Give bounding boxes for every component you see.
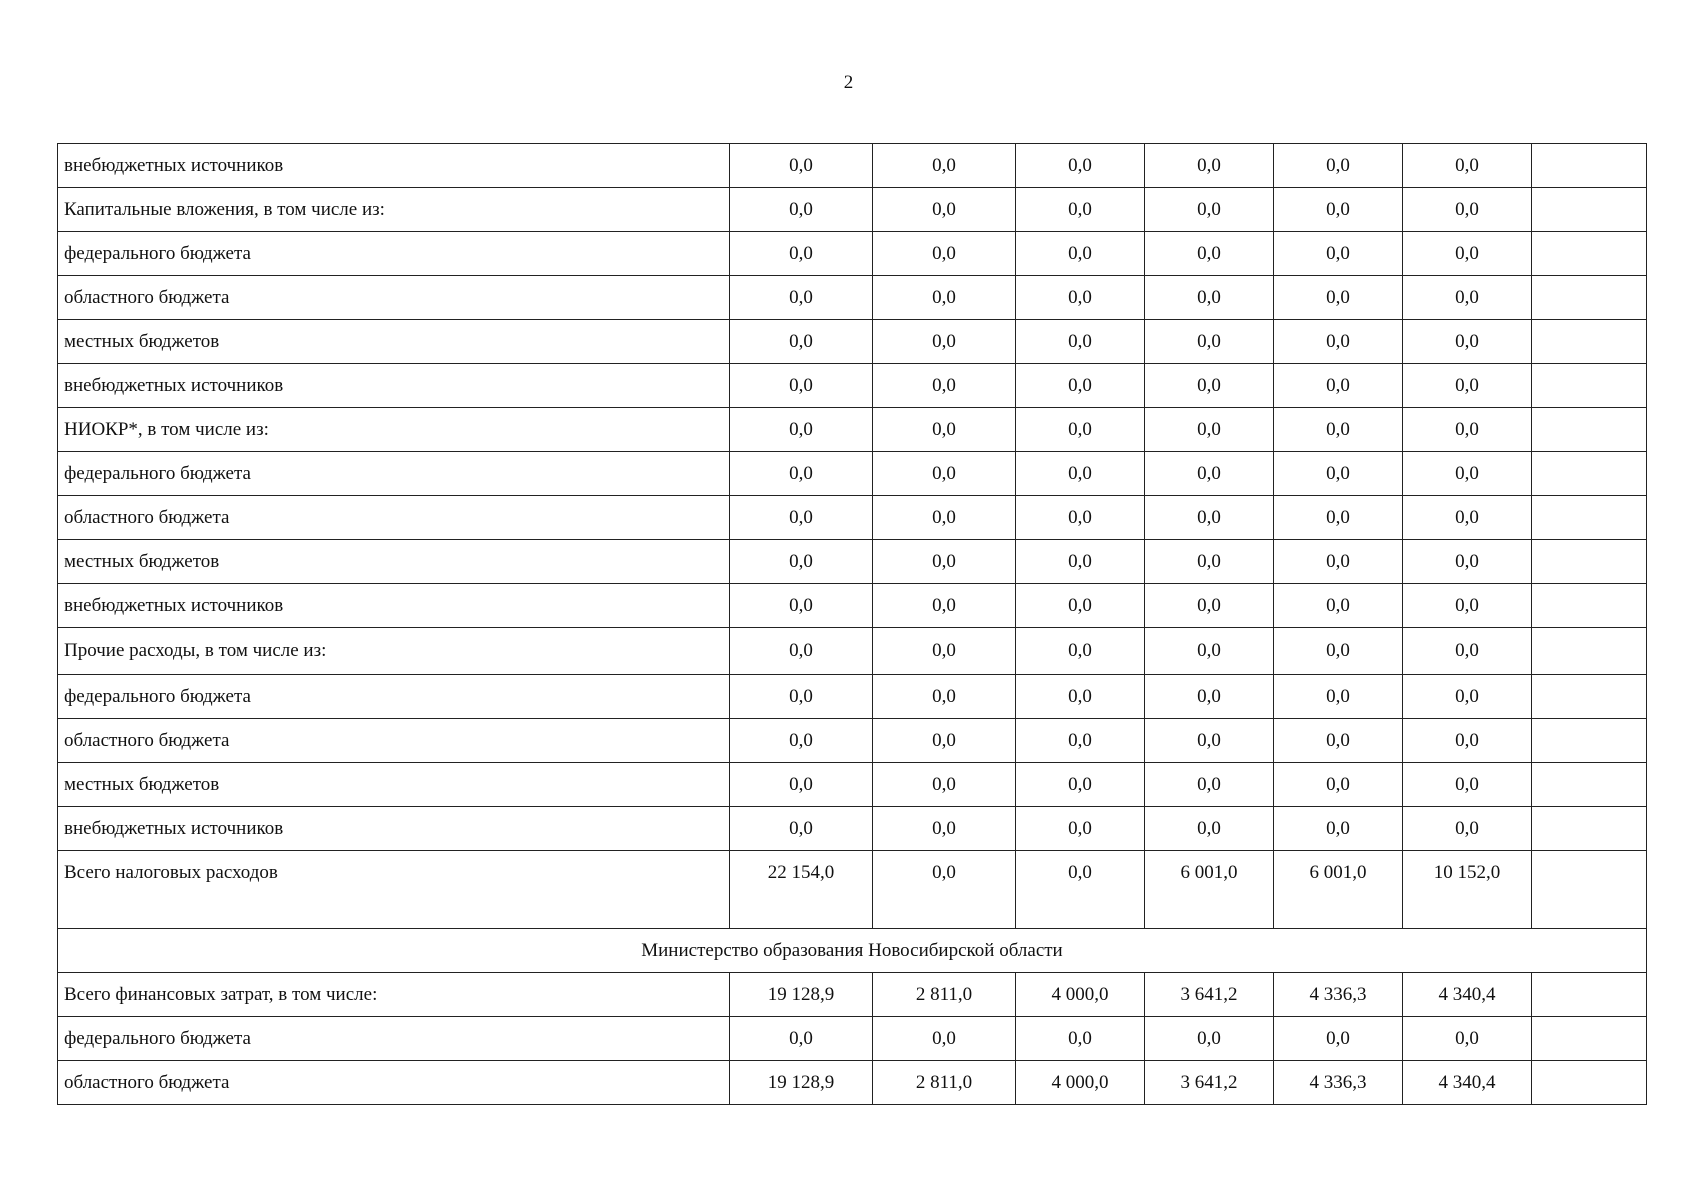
value-cell: 0,0 bbox=[1016, 408, 1145, 452]
value-cell: 0,0 bbox=[730, 719, 873, 763]
value-cell: 0,0 bbox=[730, 584, 873, 628]
value-cell: 0,0 bbox=[730, 675, 873, 719]
value-cell: 2 811,0 bbox=[873, 1061, 1016, 1105]
value-cell: 0,0 bbox=[1274, 320, 1403, 364]
value-cell: 0,0 bbox=[1016, 320, 1145, 364]
value-cell: 4 340,4 bbox=[1403, 973, 1532, 1017]
row-label: областного бюджета bbox=[58, 719, 730, 763]
table-row bbox=[58, 408, 1647, 452]
table-row bbox=[58, 675, 1647, 719]
row-label: местных бюджетов bbox=[58, 763, 730, 807]
table-row bbox=[58, 232, 1647, 276]
value-cell: 0,0 bbox=[1403, 675, 1532, 719]
row-label: федерального бюджета bbox=[58, 452, 730, 496]
note-cell bbox=[1532, 276, 1647, 320]
row-label: Прочие расходы, в том числе из: bbox=[58, 628, 730, 675]
table-row bbox=[58, 320, 1647, 364]
value-cell: 0,0 bbox=[1016, 188, 1145, 232]
value-cell: 22 154,0 bbox=[730, 851, 873, 929]
value-cell: 0,0 bbox=[1274, 144, 1403, 188]
table-row bbox=[58, 496, 1647, 540]
note-cell bbox=[1532, 763, 1647, 807]
value-cell: 0,0 bbox=[1274, 452, 1403, 496]
value-cell: 0,0 bbox=[1274, 628, 1403, 675]
row-label: областного бюджета bbox=[58, 276, 730, 320]
value-cell: 6 001,0 bbox=[1145, 851, 1274, 929]
note-cell bbox=[1532, 232, 1647, 276]
value-cell: 0,0 bbox=[1145, 144, 1274, 188]
value-cell: 0,0 bbox=[1145, 364, 1274, 408]
value-cell: 0,0 bbox=[730, 364, 873, 408]
note-cell bbox=[1532, 188, 1647, 232]
value-cell: 0,0 bbox=[1016, 851, 1145, 929]
value-cell: 0,0 bbox=[1403, 320, 1532, 364]
section-header-row bbox=[58, 929, 1647, 973]
value-cell: 0,0 bbox=[1016, 807, 1145, 851]
table-row bbox=[58, 364, 1647, 408]
value-cell: 19 128,9 bbox=[730, 1061, 873, 1105]
value-cell: 0,0 bbox=[730, 408, 873, 452]
table-row bbox=[58, 628, 1647, 675]
note-cell bbox=[1532, 452, 1647, 496]
value-cell: 0,0 bbox=[873, 496, 1016, 540]
row-label: Всего финансовых затрат, в том числе: bbox=[58, 973, 730, 1017]
value-cell: 2 811,0 bbox=[873, 973, 1016, 1017]
value-cell: 0,0 bbox=[873, 851, 1016, 929]
value-cell: 0,0 bbox=[1403, 408, 1532, 452]
note-cell bbox=[1532, 628, 1647, 675]
note-cell bbox=[1532, 144, 1647, 188]
value-cell: 0,0 bbox=[1403, 540, 1532, 584]
value-cell: 0,0 bbox=[730, 320, 873, 364]
value-cell: 0,0 bbox=[1145, 540, 1274, 584]
value-cell: 0,0 bbox=[1145, 719, 1274, 763]
value-cell: 0,0 bbox=[1016, 540, 1145, 584]
value-cell: 0,0 bbox=[1274, 364, 1403, 408]
value-cell: 0,0 bbox=[873, 763, 1016, 807]
row-label: внебюджетных источников bbox=[58, 584, 730, 628]
value-cell: 0,0 bbox=[1403, 719, 1532, 763]
row-label: Всего налоговых расходов bbox=[58, 851, 730, 929]
value-cell: 0,0 bbox=[873, 144, 1016, 188]
row-label: областного бюджета bbox=[58, 1061, 730, 1105]
row-label: внебюджетных источников bbox=[58, 807, 730, 851]
value-cell: 0,0 bbox=[873, 1017, 1016, 1061]
value-cell: 0,0 bbox=[1403, 1017, 1532, 1061]
table-row bbox=[58, 276, 1647, 320]
value-cell: 0,0 bbox=[1145, 807, 1274, 851]
row-label: внебюджетных источников bbox=[58, 144, 730, 188]
value-cell: 0,0 bbox=[1016, 675, 1145, 719]
table-row bbox=[58, 1017, 1647, 1061]
value-cell: 0,0 bbox=[1274, 232, 1403, 276]
value-cell: 0,0 bbox=[1016, 144, 1145, 188]
value-cell: 0,0 bbox=[873, 540, 1016, 584]
row-label: федерального бюджета bbox=[58, 232, 730, 276]
value-cell: 0,0 bbox=[1274, 408, 1403, 452]
note-cell bbox=[1532, 1061, 1647, 1105]
table-row bbox=[58, 540, 1647, 584]
value-cell: 0,0 bbox=[1145, 408, 1274, 452]
value-cell: 0,0 bbox=[1145, 276, 1274, 320]
value-cell: 0,0 bbox=[1403, 584, 1532, 628]
note-cell bbox=[1532, 851, 1647, 929]
value-cell: 0,0 bbox=[1145, 188, 1274, 232]
value-cell: 0,0 bbox=[873, 675, 1016, 719]
value-cell: 0,0 bbox=[730, 452, 873, 496]
value-cell: 0,0 bbox=[873, 452, 1016, 496]
value-cell: 0,0 bbox=[1274, 540, 1403, 584]
table-row bbox=[58, 1061, 1647, 1105]
value-cell: 4 000,0 bbox=[1016, 973, 1145, 1017]
note-cell bbox=[1532, 320, 1647, 364]
value-cell: 0,0 bbox=[730, 1017, 873, 1061]
note-cell bbox=[1532, 364, 1647, 408]
value-cell: 4 336,3 bbox=[1274, 973, 1403, 1017]
value-cell: 0,0 bbox=[730, 763, 873, 807]
value-cell: 0,0 bbox=[730, 276, 873, 320]
value-cell: 0,0 bbox=[1403, 276, 1532, 320]
value-cell: 0,0 bbox=[1403, 763, 1532, 807]
value-cell: 6 001,0 bbox=[1274, 851, 1403, 929]
value-cell: 0,0 bbox=[730, 628, 873, 675]
value-cell: 0,0 bbox=[730, 540, 873, 584]
page-number: 2 bbox=[843, 72, 854, 93]
value-cell: 0,0 bbox=[1016, 719, 1145, 763]
table-row bbox=[58, 763, 1647, 807]
value-cell: 0,0 bbox=[1274, 496, 1403, 540]
value-cell: 0,0 bbox=[873, 628, 1016, 675]
value-cell: 0,0 bbox=[1274, 719, 1403, 763]
value-cell: 0,0 bbox=[730, 496, 873, 540]
value-cell: 0,0 bbox=[1145, 675, 1274, 719]
value-cell: 0,0 bbox=[873, 276, 1016, 320]
value-cell: 0,0 bbox=[1016, 628, 1145, 675]
value-cell: 0,0 bbox=[1274, 276, 1403, 320]
value-cell: 0,0 bbox=[1145, 763, 1274, 807]
value-cell: 0,0 bbox=[1016, 364, 1145, 408]
value-cell: 0,0 bbox=[1016, 1017, 1145, 1061]
value-cell: 0,0 bbox=[1403, 496, 1532, 540]
value-cell: 0,0 bbox=[1403, 188, 1532, 232]
row-label: местных бюджетов bbox=[58, 320, 730, 364]
value-cell: 4 336,3 bbox=[1274, 1061, 1403, 1105]
note-cell bbox=[1532, 1017, 1647, 1061]
value-cell: 0,0 bbox=[873, 807, 1016, 851]
table-row bbox=[58, 584, 1647, 628]
value-cell: 3 641,2 bbox=[1145, 1061, 1274, 1105]
row-label: внебюджетных источников bbox=[58, 364, 730, 408]
note-cell bbox=[1532, 540, 1647, 584]
value-cell: 0,0 bbox=[730, 188, 873, 232]
value-cell: 0,0 bbox=[1274, 807, 1403, 851]
value-cell: 0,0 bbox=[1145, 232, 1274, 276]
note-cell bbox=[1532, 675, 1647, 719]
value-cell: 0,0 bbox=[873, 408, 1016, 452]
table-row bbox=[58, 973, 1647, 1017]
value-cell: 0,0 bbox=[1016, 232, 1145, 276]
value-cell: 0,0 bbox=[1016, 496, 1145, 540]
value-cell: 0,0 bbox=[1274, 584, 1403, 628]
budget-table bbox=[57, 143, 1647, 1105]
note-cell bbox=[1532, 973, 1647, 1017]
section-header: Министерство образования Новосибирской области bbox=[58, 929, 1647, 973]
value-cell: 0,0 bbox=[1145, 628, 1274, 675]
value-cell: 0,0 bbox=[730, 144, 873, 188]
value-cell: 0,0 bbox=[873, 719, 1016, 763]
note-cell bbox=[1532, 584, 1647, 628]
value-cell: 4 000,0 bbox=[1016, 1061, 1145, 1105]
value-cell: 0,0 bbox=[873, 188, 1016, 232]
value-cell: 0,0 bbox=[1274, 1017, 1403, 1061]
value-cell: 0,0 bbox=[1016, 584, 1145, 628]
row-label: областного бюджета bbox=[58, 496, 730, 540]
value-cell: 0,0 bbox=[873, 364, 1016, 408]
value-cell: 0,0 bbox=[873, 232, 1016, 276]
value-cell: 0,0 bbox=[1145, 452, 1274, 496]
row-label: НИОКР*, в том числе из: bbox=[58, 408, 730, 452]
value-cell: 0,0 bbox=[1145, 320, 1274, 364]
table-row bbox=[58, 719, 1647, 763]
value-cell: 0,0 bbox=[1274, 188, 1403, 232]
table-row bbox=[58, 144, 1647, 188]
note-cell bbox=[1532, 496, 1647, 540]
value-cell: 19 128,9 bbox=[730, 973, 873, 1017]
note-cell bbox=[1532, 408, 1647, 452]
row-label: федерального бюджета bbox=[58, 1017, 730, 1061]
row-label: местных бюджетов bbox=[58, 540, 730, 584]
table-row bbox=[58, 188, 1647, 232]
value-cell: 0,0 bbox=[1145, 496, 1274, 540]
value-cell: 0,0 bbox=[873, 584, 1016, 628]
value-cell: 0,0 bbox=[730, 232, 873, 276]
value-cell: 0,0 bbox=[1403, 807, 1532, 851]
value-cell: 0,0 bbox=[1145, 1017, 1274, 1061]
value-cell: 0,0 bbox=[1274, 675, 1403, 719]
note-cell bbox=[1532, 807, 1647, 851]
value-cell: 0,0 bbox=[873, 320, 1016, 364]
value-cell: 4 340,4 bbox=[1403, 1061, 1532, 1105]
value-cell: 3 641,2 bbox=[1145, 973, 1274, 1017]
value-cell: 0,0 bbox=[1403, 628, 1532, 675]
value-cell: 0,0 bbox=[1403, 232, 1532, 276]
value-cell: 0,0 bbox=[1274, 763, 1403, 807]
value-cell: 0,0 bbox=[1145, 584, 1274, 628]
table-row-total bbox=[58, 851, 1647, 929]
value-cell: 0,0 bbox=[1016, 452, 1145, 496]
note-cell bbox=[1532, 719, 1647, 763]
value-cell: 0,0 bbox=[1016, 276, 1145, 320]
table-row bbox=[58, 807, 1647, 851]
row-label: федерального бюджета bbox=[58, 675, 730, 719]
value-cell: 0,0 bbox=[1016, 763, 1145, 807]
value-cell: 0,0 bbox=[1403, 452, 1532, 496]
value-cell: 0,0 bbox=[1403, 364, 1532, 408]
row-label: Капитальные вложения, в том числе из: bbox=[58, 188, 730, 232]
table-row bbox=[58, 452, 1647, 496]
value-cell: 0,0 bbox=[1403, 144, 1532, 188]
value-cell: 0,0 bbox=[730, 807, 873, 851]
value-cell: 10 152,0 bbox=[1403, 851, 1532, 929]
